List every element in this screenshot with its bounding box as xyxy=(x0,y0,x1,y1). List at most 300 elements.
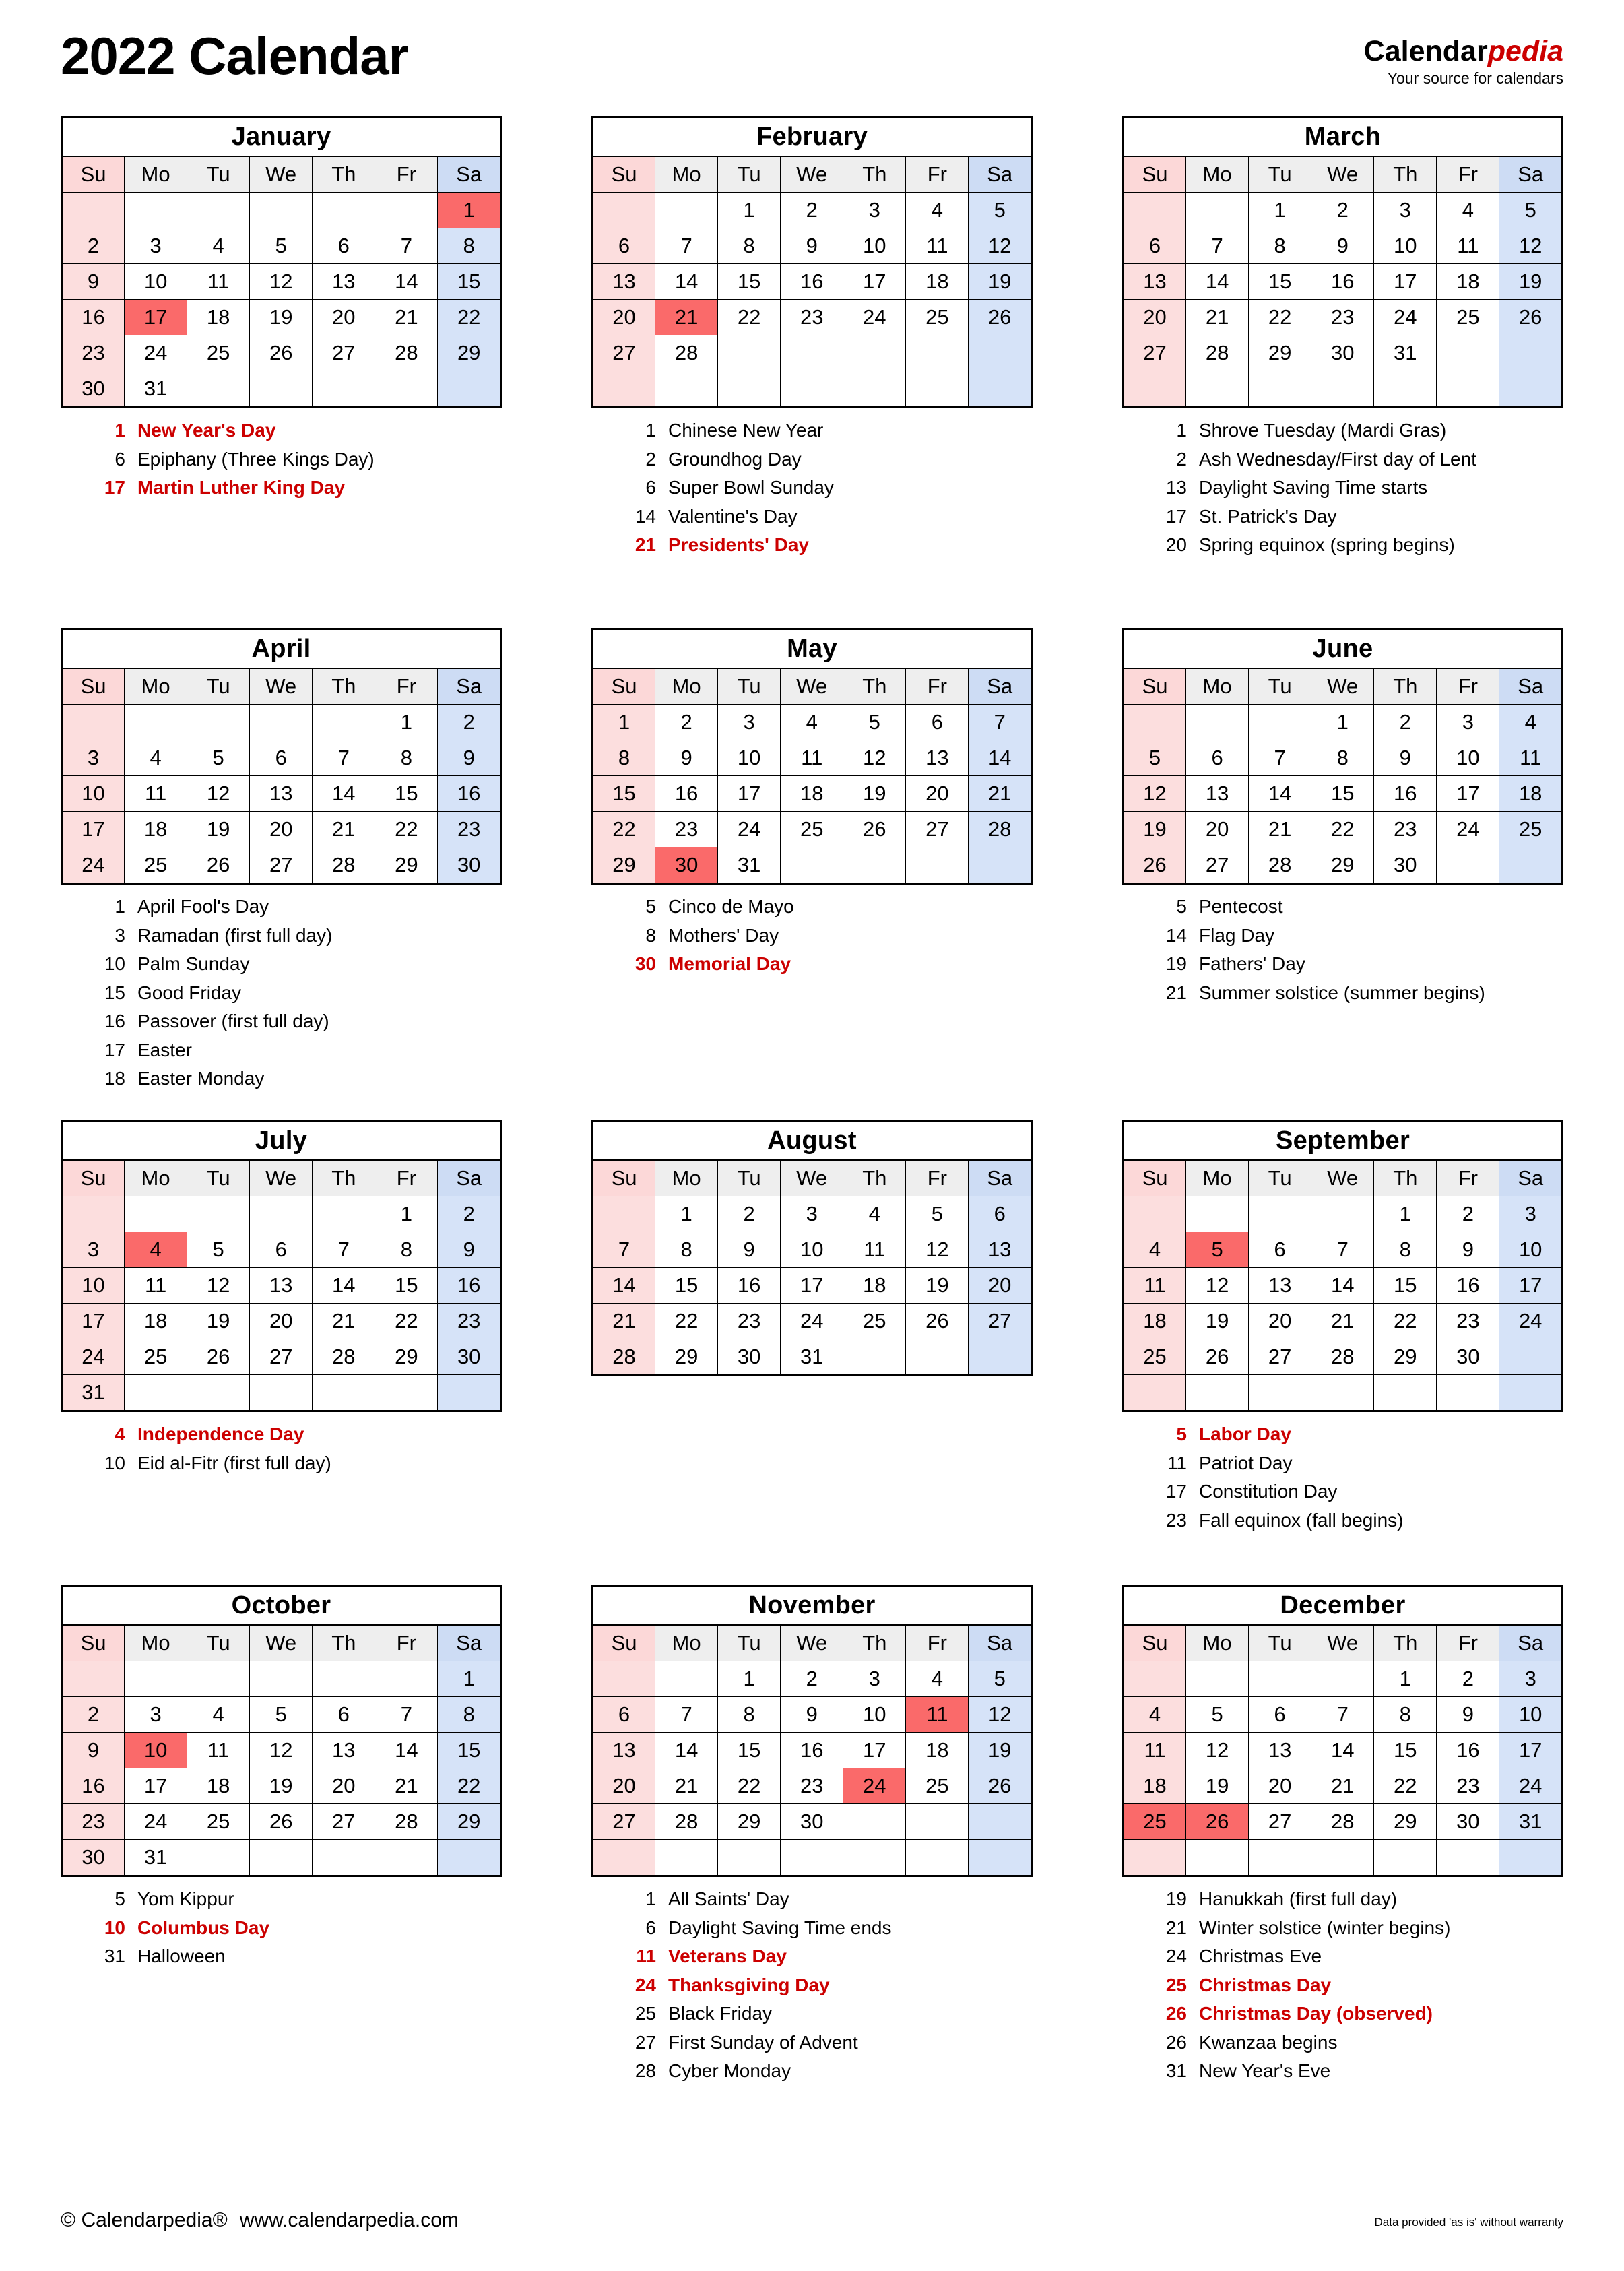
day-cell-1[interactable]: 1 xyxy=(375,705,438,740)
day-cell-7[interactable]: 7 xyxy=(313,1232,375,1268)
day-cell-3[interactable]: 3 xyxy=(1374,193,1437,228)
day-cell-18[interactable]: 18 xyxy=(125,1304,187,1339)
day-cell-16[interactable]: 16 xyxy=(62,300,125,335)
day-cell-18[interactable]: 18 xyxy=(187,300,250,335)
day-cell-25[interactable]: 25 xyxy=(781,812,843,847)
day-cell-29[interactable]: 29 xyxy=(1374,1804,1437,1840)
day-cell-27[interactable]: 27 xyxy=(906,812,969,847)
day-cell-27[interactable]: 27 xyxy=(593,1804,655,1840)
day-cell-8[interactable]: 8 xyxy=(655,1232,718,1268)
day-cell-25[interactable]: 25 xyxy=(906,1768,969,1804)
day-cell-6[interactable]: 6 xyxy=(906,705,969,740)
day-cell-30[interactable]: 30 xyxy=(1437,1804,1499,1840)
day-cell-30[interactable]: 30 xyxy=(438,1339,501,1375)
day-cell-3[interactable]: 3 xyxy=(843,193,906,228)
day-cell-2[interactable]: 2 xyxy=(718,1196,781,1232)
day-cell-30[interactable]: 30 xyxy=(1374,847,1437,884)
day-cell-11[interactable]: 11 xyxy=(781,740,843,776)
day-cell-3[interactable]: 3 xyxy=(1499,1661,1563,1697)
day-cell-13[interactable]: 13 xyxy=(1249,1733,1311,1768)
day-cell-11[interactable]: 11 xyxy=(125,776,187,812)
day-cell-10[interactable]: 10 xyxy=(62,776,125,812)
day-cell-19[interactable]: 19 xyxy=(1499,264,1563,300)
day-cell-30[interactable]: 30 xyxy=(62,1840,125,1876)
day-cell-19[interactable]: 19 xyxy=(187,1304,250,1339)
day-cell-29[interactable]: 29 xyxy=(1374,1339,1437,1375)
day-cell-21[interactable]: 21 xyxy=(313,812,375,847)
day-cell-11[interactable]: 11 xyxy=(1437,228,1499,264)
day-cell-20[interactable]: 20 xyxy=(1124,300,1186,335)
day-cell-12[interactable]: 12 xyxy=(1186,1733,1249,1768)
day-cell-7[interactable]: 7 xyxy=(1186,228,1249,264)
day-cell-24[interactable]: 24 xyxy=(1499,1304,1563,1339)
day-cell-17[interactable]: 17 xyxy=(125,1768,187,1804)
day-cell-31[interactable]: 31 xyxy=(125,1840,187,1876)
day-cell-10[interactable]: 10 xyxy=(1499,1232,1563,1268)
day-cell-24[interactable]: 24 xyxy=(125,1804,187,1840)
day-cell-13[interactable]: 13 xyxy=(313,264,375,300)
day-cell-18[interactable]: 18 xyxy=(1437,264,1499,300)
day-cell-28[interactable]: 28 xyxy=(1311,1339,1374,1375)
day-cell-25[interactable]: 25 xyxy=(843,1304,906,1339)
day-cell-5[interactable]: 5 xyxy=(250,1697,313,1733)
day-cell-20[interactable]: 20 xyxy=(1186,812,1249,847)
day-cell-11[interactable]: 11 xyxy=(906,1697,969,1733)
day-cell-2[interactable]: 2 xyxy=(1374,705,1437,740)
day-cell-6[interactable]: 6 xyxy=(250,1232,313,1268)
day-cell-12[interactable]: 12 xyxy=(969,228,1032,264)
day-cell-6[interactable]: 6 xyxy=(313,228,375,264)
day-cell-26[interactable]: 26 xyxy=(187,847,250,884)
day-cell-20[interactable]: 20 xyxy=(313,1768,375,1804)
day-cell-8[interactable]: 8 xyxy=(438,228,501,264)
day-cell-22[interactable]: 22 xyxy=(655,1304,718,1339)
day-cell-12[interactable]: 12 xyxy=(187,1268,250,1304)
day-cell-13[interactable]: 13 xyxy=(906,740,969,776)
day-cell-17[interactable]: 17 xyxy=(781,1268,843,1304)
day-cell-27[interactable]: 27 xyxy=(969,1304,1032,1339)
day-cell-15[interactable]: 15 xyxy=(438,1733,501,1768)
day-cell-10[interactable]: 10 xyxy=(718,740,781,776)
day-cell-19[interactable]: 19 xyxy=(969,1733,1032,1768)
day-cell-26[interactable]: 26 xyxy=(969,300,1032,335)
day-cell-8[interactable]: 8 xyxy=(438,1697,501,1733)
day-cell-14[interactable]: 14 xyxy=(313,776,375,812)
day-cell-7[interactable]: 7 xyxy=(655,1697,718,1733)
day-cell-17[interactable]: 17 xyxy=(718,776,781,812)
day-cell-31[interactable]: 31 xyxy=(718,847,781,884)
day-cell-16[interactable]: 16 xyxy=(438,776,501,812)
day-cell-8[interactable]: 8 xyxy=(593,740,655,776)
day-cell-4[interactable]: 4 xyxy=(1437,193,1499,228)
day-cell-15[interactable]: 15 xyxy=(1374,1268,1437,1304)
day-cell-15[interactable]: 15 xyxy=(1374,1733,1437,1768)
day-cell-27[interactable]: 27 xyxy=(250,1339,313,1375)
day-cell-20[interactable]: 20 xyxy=(969,1268,1032,1304)
day-cell-5[interactable]: 5 xyxy=(906,1196,969,1232)
day-cell-22[interactable]: 22 xyxy=(593,812,655,847)
day-cell-1[interactable]: 1 xyxy=(593,705,655,740)
day-cell-18[interactable]: 18 xyxy=(187,1768,250,1804)
day-cell-29[interactable]: 29 xyxy=(593,847,655,884)
day-cell-31[interactable]: 31 xyxy=(62,1375,125,1411)
day-cell-27[interactable]: 27 xyxy=(1186,847,1249,884)
day-cell-23[interactable]: 23 xyxy=(1374,812,1437,847)
day-cell-4[interactable]: 4 xyxy=(1499,705,1563,740)
website-link[interactable]: www.calendarpedia.com xyxy=(239,2209,459,2231)
day-cell-16[interactable]: 16 xyxy=(718,1268,781,1304)
day-cell-9[interactable]: 9 xyxy=(1437,1232,1499,1268)
day-cell-10[interactable]: 10 xyxy=(843,1697,906,1733)
day-cell-13[interactable]: 13 xyxy=(1186,776,1249,812)
day-cell-3[interactable]: 3 xyxy=(62,1232,125,1268)
day-cell-11[interactable]: 11 xyxy=(187,1733,250,1768)
day-cell-23[interactable]: 23 xyxy=(438,812,501,847)
day-cell-29[interactable]: 29 xyxy=(1249,335,1311,371)
day-cell-14[interactable]: 14 xyxy=(1311,1268,1374,1304)
day-cell-21[interactable]: 21 xyxy=(655,300,718,335)
day-cell-12[interactable]: 12 xyxy=(1499,228,1563,264)
day-cell-6[interactable]: 6 xyxy=(1186,740,1249,776)
day-cell-19[interactable]: 19 xyxy=(250,1768,313,1804)
day-cell-24[interactable]: 24 xyxy=(718,812,781,847)
day-cell-29[interactable]: 29 xyxy=(375,847,438,884)
day-cell-25[interactable]: 25 xyxy=(125,1339,187,1375)
day-cell-15[interactable]: 15 xyxy=(438,264,501,300)
day-cell-18[interactable]: 18 xyxy=(1124,1768,1186,1804)
day-cell-28[interactable]: 28 xyxy=(1186,335,1249,371)
day-cell-27[interactable]: 27 xyxy=(313,1804,375,1840)
day-cell-10[interactable]: 10 xyxy=(62,1268,125,1304)
day-cell-18[interactable]: 18 xyxy=(843,1268,906,1304)
day-cell-9[interactable]: 9 xyxy=(438,740,501,776)
day-cell-30[interactable]: 30 xyxy=(655,847,718,884)
day-cell-17[interactable]: 17 xyxy=(1437,776,1499,812)
day-cell-21[interactable]: 21 xyxy=(969,776,1032,812)
day-cell-23[interactable]: 23 xyxy=(1311,300,1374,335)
day-cell-4[interactable]: 4 xyxy=(843,1196,906,1232)
day-cell-19[interactable]: 19 xyxy=(1186,1304,1249,1339)
day-cell-7[interactable]: 7 xyxy=(313,740,375,776)
day-cell-25[interactable]: 25 xyxy=(187,1804,250,1840)
day-cell-12[interactable]: 12 xyxy=(250,1733,313,1768)
day-cell-26[interactable]: 26 xyxy=(1186,1339,1249,1375)
day-cell-5[interactable]: 5 xyxy=(187,740,250,776)
day-cell-28[interactable]: 28 xyxy=(375,1804,438,1840)
day-cell-27[interactable]: 27 xyxy=(1249,1804,1311,1840)
day-cell-11[interactable]: 11 xyxy=(1499,740,1563,776)
day-cell-14[interactable]: 14 xyxy=(1311,1733,1374,1768)
day-cell-23[interactable]: 23 xyxy=(718,1304,781,1339)
day-cell-18[interactable]: 18 xyxy=(1499,776,1563,812)
day-cell-25[interactable]: 25 xyxy=(1437,300,1499,335)
day-cell-22[interactable]: 22 xyxy=(438,300,501,335)
day-cell-17[interactable]: 17 xyxy=(843,1733,906,1768)
day-cell-7[interactable]: 7 xyxy=(655,228,718,264)
day-cell-6[interactable]: 6 xyxy=(313,1697,375,1733)
day-cell-16[interactable]: 16 xyxy=(781,1733,843,1768)
day-cell-31[interactable]: 31 xyxy=(1374,335,1437,371)
day-cell-15[interactable]: 15 xyxy=(718,264,781,300)
day-cell-16[interactable]: 16 xyxy=(1374,776,1437,812)
day-cell-16[interactable]: 16 xyxy=(1437,1268,1499,1304)
day-cell-13[interactable]: 13 xyxy=(250,1268,313,1304)
day-cell-8[interactable]: 8 xyxy=(718,1697,781,1733)
day-cell-7[interactable]: 7 xyxy=(969,705,1032,740)
day-cell-22[interactable]: 22 xyxy=(375,1304,438,1339)
day-cell-12[interactable]: 12 xyxy=(250,264,313,300)
day-cell-20[interactable]: 20 xyxy=(1249,1304,1311,1339)
day-cell-12[interactable]: 12 xyxy=(969,1697,1032,1733)
day-cell-5[interactable]: 5 xyxy=(843,705,906,740)
day-cell-5[interactable]: 5 xyxy=(969,193,1032,228)
day-cell-28[interactable]: 28 xyxy=(313,1339,375,1375)
day-cell-20[interactable]: 20 xyxy=(313,300,375,335)
day-cell-6[interactable]: 6 xyxy=(969,1196,1032,1232)
day-cell-10[interactable]: 10 xyxy=(781,1232,843,1268)
day-cell-22[interactable]: 22 xyxy=(1374,1768,1437,1804)
day-cell-20[interactable]: 20 xyxy=(906,776,969,812)
day-cell-28[interactable]: 28 xyxy=(313,847,375,884)
day-cell-2[interactable]: 2 xyxy=(781,193,843,228)
day-cell-2[interactable]: 2 xyxy=(438,705,501,740)
day-cell-1[interactable]: 1 xyxy=(438,193,501,228)
day-cell-28[interactable]: 28 xyxy=(593,1339,655,1376)
day-cell-3[interactable]: 3 xyxy=(781,1196,843,1232)
day-cell-26[interactable]: 26 xyxy=(1499,300,1563,335)
day-cell-13[interactable]: 13 xyxy=(313,1733,375,1768)
day-cell-22[interactable]: 22 xyxy=(1374,1304,1437,1339)
day-cell-12[interactable]: 12 xyxy=(906,1232,969,1268)
day-cell-9[interactable]: 9 xyxy=(1311,228,1374,264)
day-cell-30[interactable]: 30 xyxy=(1311,335,1374,371)
day-cell-5[interactable]: 5 xyxy=(250,228,313,264)
day-cell-15[interactable]: 15 xyxy=(655,1268,718,1304)
day-cell-24[interactable]: 24 xyxy=(1437,812,1499,847)
day-cell-30[interactable]: 30 xyxy=(718,1339,781,1376)
day-cell-23[interactable]: 23 xyxy=(62,335,125,371)
day-cell-12[interactable]: 12 xyxy=(187,776,250,812)
day-cell-9[interactable]: 9 xyxy=(62,1733,125,1768)
day-cell-27[interactable]: 27 xyxy=(593,335,655,371)
day-cell-11[interactable]: 11 xyxy=(1124,1268,1186,1304)
day-cell-9[interactable]: 9 xyxy=(655,740,718,776)
day-cell-9[interactable]: 9 xyxy=(1374,740,1437,776)
day-cell-5[interactable]: 5 xyxy=(969,1661,1032,1697)
day-cell-19[interactable]: 19 xyxy=(1124,812,1186,847)
day-cell-4[interactable]: 4 xyxy=(1124,1697,1186,1733)
day-cell-29[interactable]: 29 xyxy=(438,335,501,371)
day-cell-30[interactable]: 30 xyxy=(1437,1339,1499,1375)
day-cell-18[interactable]: 18 xyxy=(906,264,969,300)
day-cell-2[interactable]: 2 xyxy=(1437,1196,1499,1232)
day-cell-1[interactable]: 1 xyxy=(718,193,781,228)
day-cell-27[interactable]: 27 xyxy=(250,847,313,884)
day-cell-16[interactable]: 16 xyxy=(781,264,843,300)
day-cell-13[interactable]: 13 xyxy=(250,776,313,812)
day-cell-3[interactable]: 3 xyxy=(1437,705,1499,740)
day-cell-16[interactable]: 16 xyxy=(1437,1733,1499,1768)
day-cell-6[interactable]: 6 xyxy=(1249,1697,1311,1733)
day-cell-6[interactable]: 6 xyxy=(593,228,655,264)
day-cell-10[interactable]: 10 xyxy=(1499,1697,1563,1733)
day-cell-28[interactable]: 28 xyxy=(1249,847,1311,884)
day-cell-9[interactable]: 9 xyxy=(1437,1697,1499,1733)
day-cell-6[interactable]: 6 xyxy=(1249,1232,1311,1268)
day-cell-15[interactable]: 15 xyxy=(1249,264,1311,300)
day-cell-24[interactable]: 24 xyxy=(1499,1768,1563,1804)
day-cell-3[interactable]: 3 xyxy=(843,1661,906,1697)
day-cell-1[interactable]: 1 xyxy=(1249,193,1311,228)
day-cell-19[interactable]: 19 xyxy=(250,300,313,335)
day-cell-2[interactable]: 2 xyxy=(781,1661,843,1697)
day-cell-21[interactable]: 21 xyxy=(1186,300,1249,335)
day-cell-10[interactable]: 10 xyxy=(1374,228,1437,264)
day-cell-9[interactable]: 9 xyxy=(62,264,125,300)
day-cell-10[interactable]: 10 xyxy=(125,264,187,300)
day-cell-19[interactable]: 19 xyxy=(187,812,250,847)
day-cell-2[interactable]: 2 xyxy=(62,228,125,264)
day-cell-20[interactable]: 20 xyxy=(593,1768,655,1804)
day-cell-5[interactable]: 5 xyxy=(1186,1232,1249,1268)
day-cell-1[interactable]: 1 xyxy=(1374,1661,1437,1697)
day-cell-18[interactable]: 18 xyxy=(906,1733,969,1768)
day-cell-9[interactable]: 9 xyxy=(438,1232,501,1268)
day-cell-20[interactable]: 20 xyxy=(593,300,655,335)
day-cell-21[interactable]: 21 xyxy=(1249,812,1311,847)
day-cell-28[interactable]: 28 xyxy=(655,1804,718,1840)
day-cell-6[interactable]: 6 xyxy=(1124,228,1186,264)
day-cell-2[interactable]: 2 xyxy=(62,1697,125,1733)
day-cell-9[interactable]: 9 xyxy=(781,1697,843,1733)
day-cell-15[interactable]: 15 xyxy=(375,1268,438,1304)
day-cell-26[interactable]: 26 xyxy=(969,1768,1032,1804)
day-cell-14[interactable]: 14 xyxy=(1249,776,1311,812)
day-cell-29[interactable]: 29 xyxy=(1311,847,1374,884)
day-cell-25[interactable]: 25 xyxy=(1499,812,1563,847)
day-cell-11[interactable]: 11 xyxy=(843,1232,906,1268)
day-cell-5[interactable]: 5 xyxy=(1124,740,1186,776)
day-cell-15[interactable]: 15 xyxy=(1311,776,1374,812)
day-cell-3[interactable]: 3 xyxy=(125,1697,187,1733)
day-cell-24[interactable]: 24 xyxy=(62,1339,125,1375)
day-cell-16[interactable]: 16 xyxy=(655,776,718,812)
day-cell-19[interactable]: 19 xyxy=(906,1268,969,1304)
day-cell-22[interactable]: 22 xyxy=(1249,300,1311,335)
day-cell-14[interactable]: 14 xyxy=(313,1268,375,1304)
day-cell-4[interactable]: 4 xyxy=(187,228,250,264)
day-cell-23[interactable]: 23 xyxy=(1437,1304,1499,1339)
day-cell-5[interactable]: 5 xyxy=(187,1232,250,1268)
day-cell-3[interactable]: 3 xyxy=(1499,1196,1563,1232)
day-cell-18[interactable]: 18 xyxy=(781,776,843,812)
day-cell-22[interactable]: 22 xyxy=(718,1768,781,1804)
day-cell-30[interactable]: 30 xyxy=(62,371,125,408)
day-cell-23[interactable]: 23 xyxy=(781,300,843,335)
day-cell-25[interactable]: 25 xyxy=(906,300,969,335)
day-cell-7[interactable]: 7 xyxy=(1311,1232,1374,1268)
day-cell-7[interactable]: 7 xyxy=(593,1232,655,1268)
day-cell-26[interactable]: 26 xyxy=(906,1304,969,1339)
day-cell-21[interactable]: 21 xyxy=(655,1768,718,1804)
day-cell-8[interactable]: 8 xyxy=(1374,1232,1437,1268)
day-cell-14[interactable]: 14 xyxy=(1186,264,1249,300)
day-cell-17[interactable]: 17 xyxy=(62,812,125,847)
day-cell-14[interactable]: 14 xyxy=(375,264,438,300)
day-cell-4[interactable]: 4 xyxy=(906,1661,969,1697)
day-cell-26[interactable]: 26 xyxy=(843,812,906,847)
day-cell-26[interactable]: 26 xyxy=(1124,847,1186,884)
day-cell-29[interactable]: 29 xyxy=(655,1339,718,1376)
day-cell-24[interactable]: 24 xyxy=(62,847,125,884)
day-cell-24[interactable]: 24 xyxy=(843,1768,906,1804)
day-cell-10[interactable]: 10 xyxy=(1437,740,1499,776)
day-cell-30[interactable]: 30 xyxy=(781,1804,843,1840)
day-cell-1[interactable]: 1 xyxy=(655,1196,718,1232)
day-cell-18[interactable]: 18 xyxy=(1124,1304,1186,1339)
day-cell-23[interactable]: 23 xyxy=(655,812,718,847)
day-cell-25[interactable]: 25 xyxy=(187,335,250,371)
day-cell-14[interactable]: 14 xyxy=(655,1733,718,1768)
day-cell-19[interactable]: 19 xyxy=(969,264,1032,300)
day-cell-21[interactable]: 21 xyxy=(1311,1768,1374,1804)
day-cell-7[interactable]: 7 xyxy=(1249,740,1311,776)
day-cell-30[interactable]: 30 xyxy=(438,847,501,884)
day-cell-31[interactable]: 31 xyxy=(1499,1804,1563,1840)
day-cell-25[interactable]: 25 xyxy=(1124,1339,1186,1375)
day-cell-27[interactable]: 27 xyxy=(1249,1339,1311,1375)
day-cell-6[interactable]: 6 xyxy=(250,740,313,776)
day-cell-17[interactable]: 17 xyxy=(1499,1733,1563,1768)
day-cell-13[interactable]: 13 xyxy=(1249,1268,1311,1304)
day-cell-20[interactable]: 20 xyxy=(1249,1768,1311,1804)
day-cell-31[interactable]: 31 xyxy=(125,371,187,408)
day-cell-4[interactable]: 4 xyxy=(1124,1232,1186,1268)
day-cell-18[interactable]: 18 xyxy=(125,812,187,847)
day-cell-7[interactable]: 7 xyxy=(375,1697,438,1733)
day-cell-23[interactable]: 23 xyxy=(781,1768,843,1804)
day-cell-11[interactable]: 11 xyxy=(125,1268,187,1304)
day-cell-21[interactable]: 21 xyxy=(375,1768,438,1804)
day-cell-24[interactable]: 24 xyxy=(1374,300,1437,335)
day-cell-5[interactable]: 5 xyxy=(1499,193,1563,228)
day-cell-14[interactable]: 14 xyxy=(969,740,1032,776)
day-cell-31[interactable]: 31 xyxy=(781,1339,843,1376)
day-cell-19[interactable]: 19 xyxy=(843,776,906,812)
day-cell-9[interactable]: 9 xyxy=(781,228,843,264)
day-cell-16[interactable]: 16 xyxy=(62,1768,125,1804)
day-cell-2[interactable]: 2 xyxy=(438,1196,501,1232)
day-cell-11[interactable]: 11 xyxy=(906,228,969,264)
day-cell-20[interactable]: 20 xyxy=(250,1304,313,1339)
day-cell-13[interactable]: 13 xyxy=(1124,264,1186,300)
day-cell-11[interactable]: 11 xyxy=(187,264,250,300)
day-cell-14[interactable]: 14 xyxy=(593,1268,655,1304)
day-cell-1[interactable]: 1 xyxy=(375,1196,438,1232)
day-cell-2[interactable]: 2 xyxy=(1437,1661,1499,1697)
day-cell-24[interactable]: 24 xyxy=(843,300,906,335)
day-cell-26[interactable]: 26 xyxy=(250,1804,313,1840)
day-cell-9[interactable]: 9 xyxy=(718,1232,781,1268)
day-cell-3[interactable]: 3 xyxy=(125,228,187,264)
day-cell-22[interactable]: 22 xyxy=(375,812,438,847)
day-cell-17[interactable]: 17 xyxy=(125,300,187,335)
day-cell-15[interactable]: 15 xyxy=(375,776,438,812)
day-cell-20[interactable]: 20 xyxy=(250,812,313,847)
day-cell-29[interactable]: 29 xyxy=(438,1804,501,1840)
day-cell-12[interactable]: 12 xyxy=(1186,1268,1249,1304)
day-cell-13[interactable]: 13 xyxy=(593,264,655,300)
